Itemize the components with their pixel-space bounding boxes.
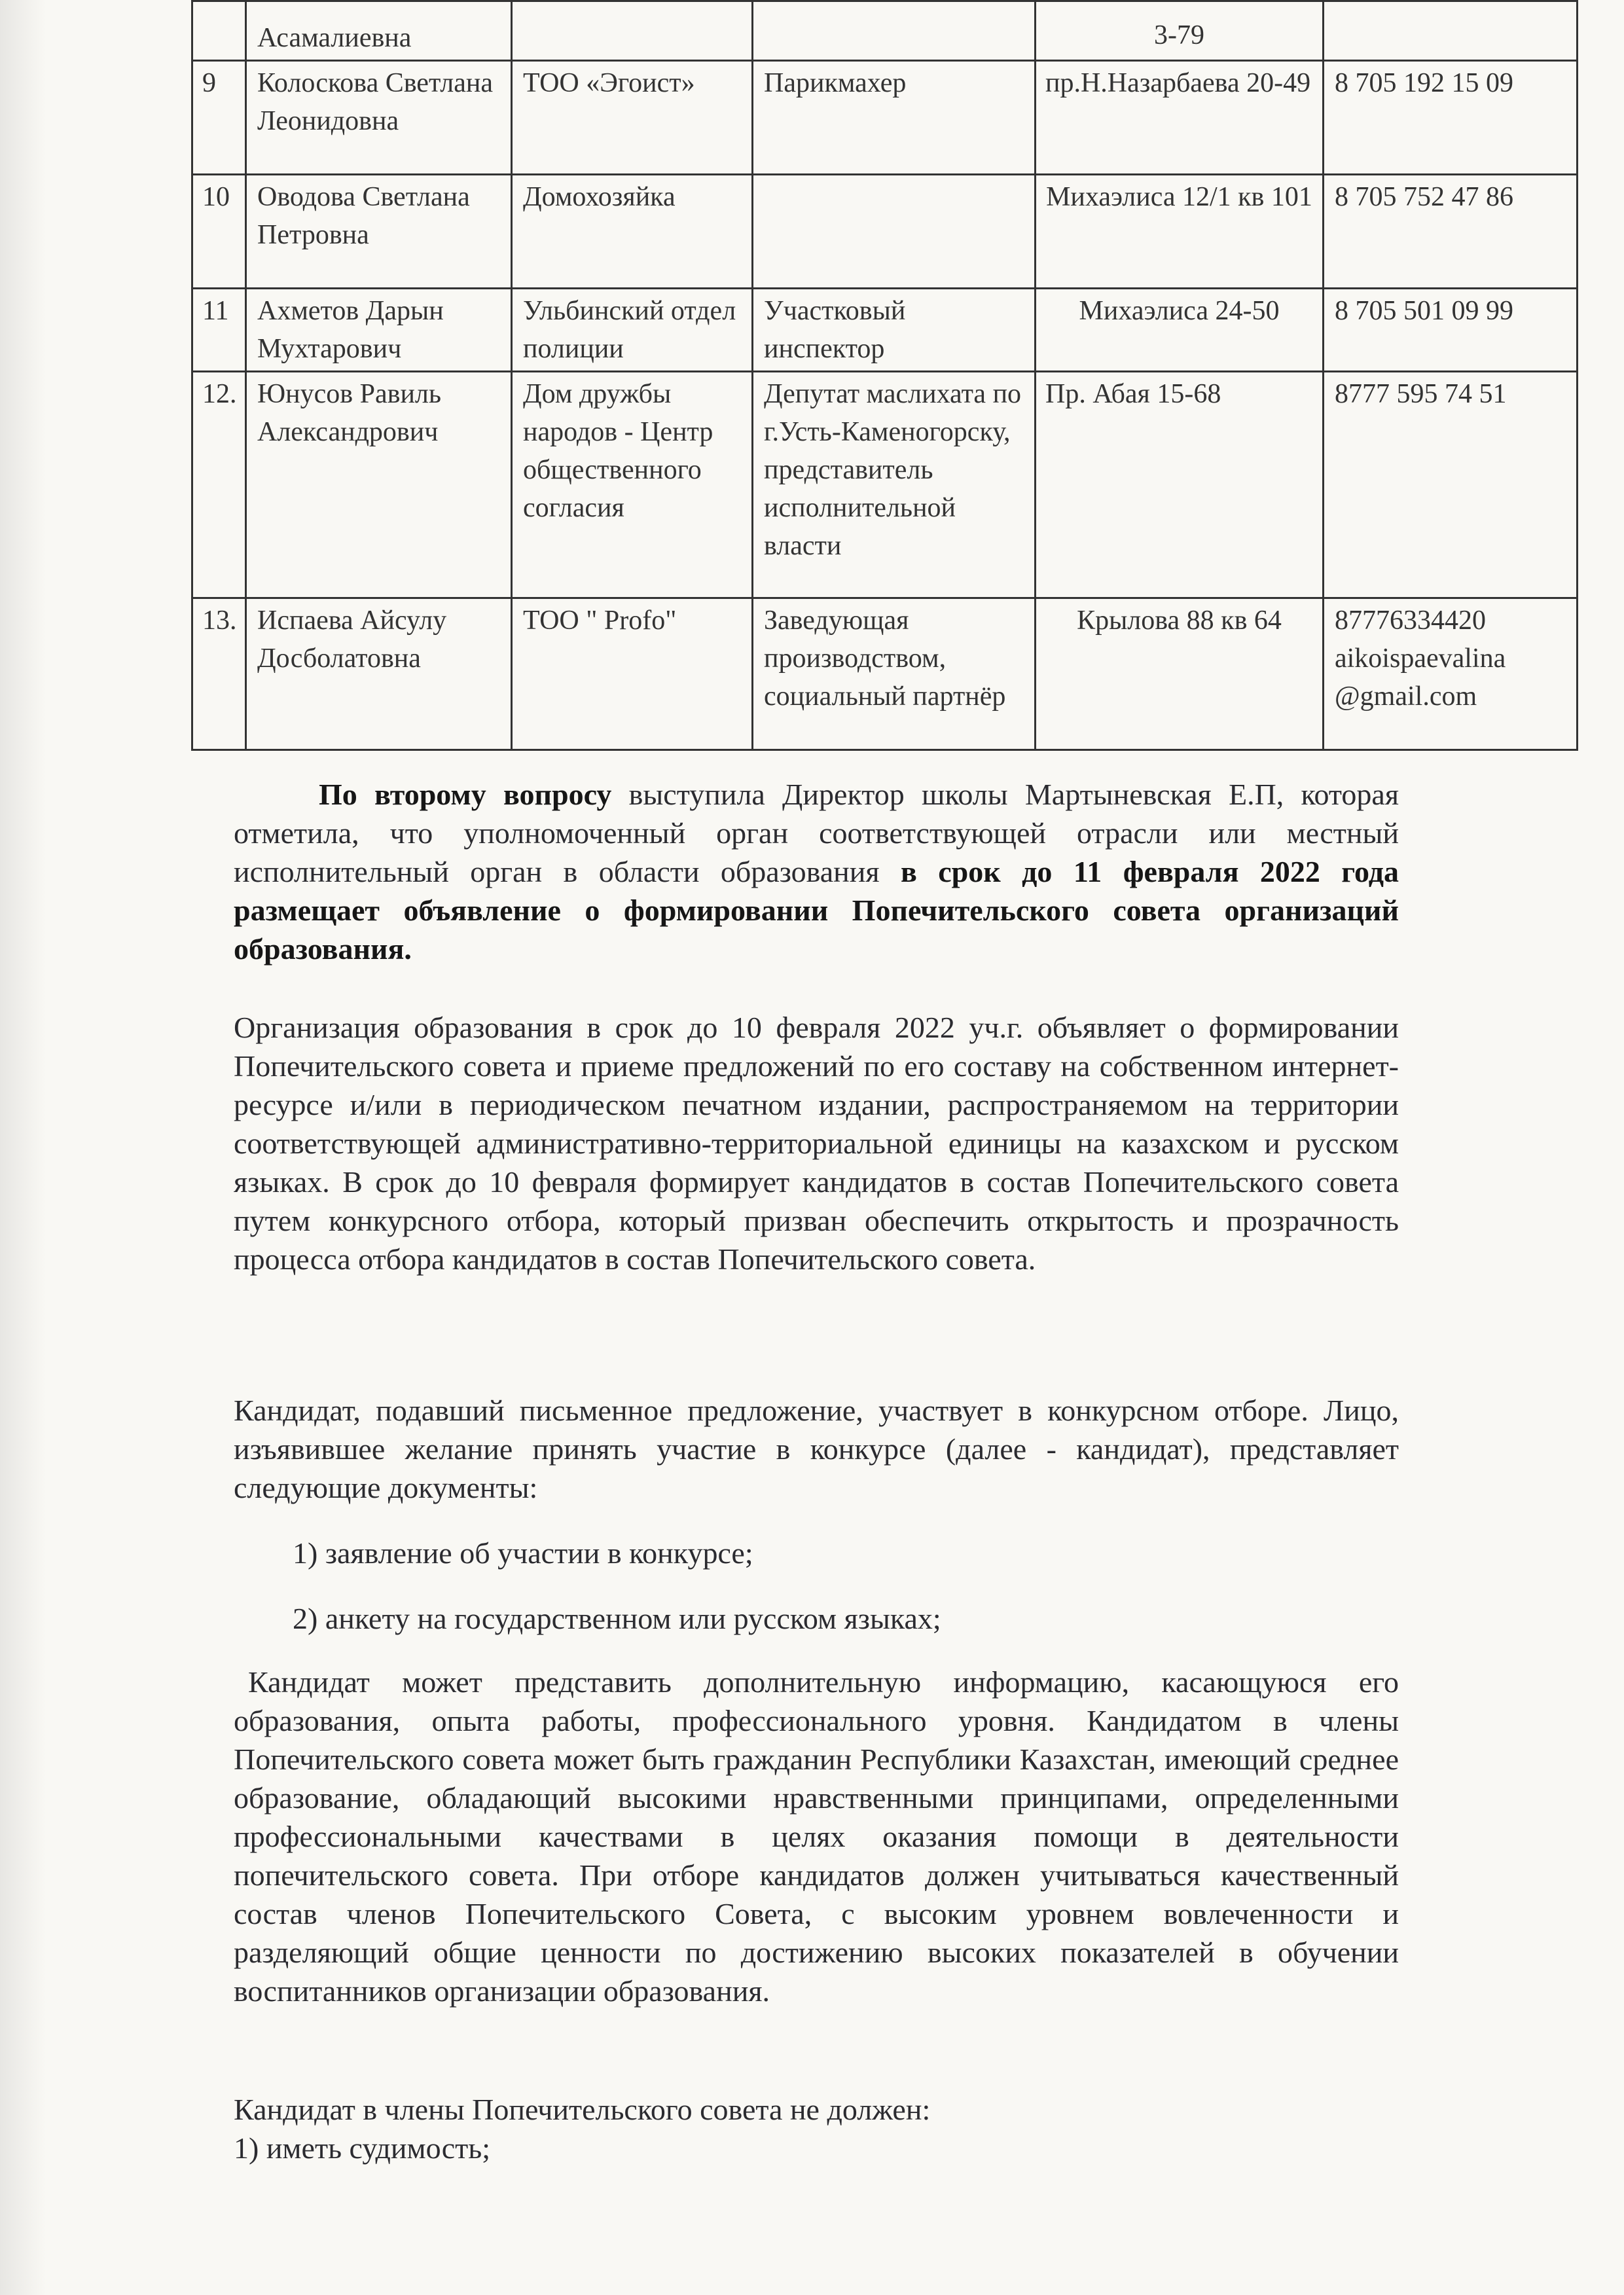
table-row <box>192 598 1578 750</box>
list-item: 2) анкету на государственном или русском языках; <box>293 1602 941 1635</box>
cell-number <box>192 1 246 61</box>
list-item: 1) заявление об участии в конкурсе; <box>293 1536 753 1570</box>
cell-phone: 8 705 192 15 09 <box>1324 61 1578 175</box>
cell-phone: 8 705 752 47 86 <box>1324 175 1578 289</box>
cell-position: Парикмахер <box>753 61 1036 175</box>
table-row <box>192 289 1578 372</box>
paragraph-announcement: Организация образования в срок до 10 февраля 2022 уч.г. объявляет о формировании Попечительского совета и приеме предложений по его составу на собственном интернет-ресурсе и/или в периодическом печатном издании, распространяемом на территории соответствующей административно-территориальной единицы на казахском и русском языках. В срок до 10 февраля формирует кандидатов в состав Попечительского совета путем конкурсного отбора, который призван обеспечить открытость и прозрачность процесса отбора кандидатов в состав Попечительского совета. <box>234 1011 1399 1276</box>
cell-number: 13. <box>192 598 246 750</box>
paragraph-second-question <box>234 775 1399 968</box>
email-line-1: aikoispaevalina <box>1335 643 1506 674</box>
cell-name: Юнусов Равиль Александрович <box>246 372 512 598</box>
cell-phone <box>1324 1 1578 61</box>
cell-organization: Домохозяйка <box>512 175 753 289</box>
cell-phone: 8777 595 74 51 <box>1324 372 1578 598</box>
cell-number: 11 <box>192 289 246 372</box>
restrictions-intro: Кандидат в члены Попечительского совета не должен: <box>234 2093 931 2126</box>
paragraph-candidate: Кандидат, подавший письменное предложение, участвует в конкурсном отборе. Лицо, изъявившее желание принять участие в конкурсе (далее - кандидат), представляет следующие документы: <box>234 1394 1399 1504</box>
cell-position: Заведующая производством, социальный партнёр <box>753 598 1036 750</box>
list-item: 1) иметь судимость; <box>234 2131 491 2165</box>
cell-name: Асамалиевна <box>246 1 512 61</box>
cell-phone: 8 705 501 09 99 <box>1324 289 1578 372</box>
table-row <box>192 61 1578 175</box>
bold-deadline: в срок до 11 февраля 2022 года размещает объявление о формировании Попечительского совета организаций образования. <box>234 855 1399 966</box>
cell-organization: Ульбинский отдел полиции <box>512 289 753 372</box>
cell-number: 12. <box>192 372 246 598</box>
cell-address: Михаэлиса 24-50 <box>1036 289 1324 372</box>
cell-position: Участковый инспектор <box>753 289 1036 372</box>
cell-address: Крылова 88 кв 64 <box>1036 598 1324 750</box>
cell-organization <box>512 1 753 61</box>
cell-phone <box>1324 598 1578 750</box>
table-row <box>192 175 1578 289</box>
email-line-2: @gmail.com <box>1335 681 1477 712</box>
paragraph-text: выступила Директор школы Мартыневская Е.П, которая отметила, что уполномоченный орган соответствующей отрасли или местный исполнительный орган в области образования <box>234 778 1399 888</box>
paragraph-requirements: Кандидат может представить дополнительную информацию, касающуюся его образования, опыта работы, профессионального уровня. Кандидатом в члены Попечительского совета может быть гражданин Республики Казахстан, имеющий среднее образование, обладающий высокими нравственными принципами, определенными профессиональными качествами в целях оказания помощи в деятельности попечительского совета. При отборе кандидатов должен учитываться качественный состав членов Попечительского Совета, с высоким уровнем вовлеченности и разделяющий общие ценности по достижению высоких показателей в обучении воспитанников организации образования. <box>234 1665 1399 2008</box>
cell-organization: Дом дружбы народов - Центр общественного согласия <box>512 372 753 598</box>
cell-address: Михаэлиса 12/1 кв 101 <box>1036 175 1324 289</box>
members-table <box>191 0 1578 751</box>
cell-address: 3-79 <box>1036 1 1324 61</box>
cell-name: Ахметов Дарын Мухтарович <box>246 289 512 372</box>
cell-name: Испаева Айсулу Досболатовна <box>246 598 512 750</box>
phone-line: 87776334420 <box>1335 605 1486 636</box>
cell-address: пр.Н.Назарбаева 20-49 <box>1036 61 1324 175</box>
cell-position <box>753 1 1036 61</box>
bold-lead: По второму вопросу <box>319 778 612 811</box>
cell-position: Депутат маслихата по г.Усть-Каменогорску, представитель исполнительной власти <box>753 372 1036 598</box>
cell-position <box>753 175 1036 289</box>
cell-name: Оводова Светлана Петровна <box>246 175 512 289</box>
cell-number: 9 <box>192 61 246 175</box>
table-row <box>192 372 1578 598</box>
scan-edge-shadow <box>0 0 46 2295</box>
table-row <box>192 1 1578 61</box>
cell-name: Колоскова Светлана Леонидовна <box>246 61 512 175</box>
cell-organization: ТОО «Эгоист» <box>512 61 753 175</box>
paragraph-restrictions <box>234 2090 1399 2167</box>
cell-organization: ТОО " Profo" <box>512 598 753 750</box>
documents-list <box>293 1534 1340 1638</box>
cell-number: 10 <box>192 175 246 289</box>
cell-address: Пр. Абая 15-68 <box>1036 372 1324 598</box>
